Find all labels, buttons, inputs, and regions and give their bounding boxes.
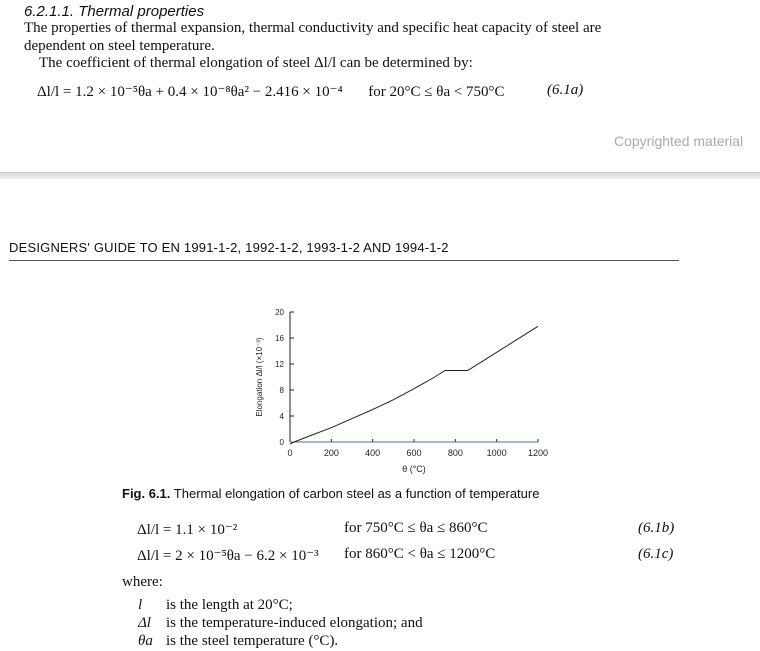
y-tick-label-12: 12 — [275, 360, 284, 369]
equation-6-1a-body: Δl/l = 1.2 × 10⁻⁵θa + 0.4 × 10⁻⁸θa² − 2.416 × 10⁻⁴ — [37, 84, 343, 100]
y-axis-ticks — [275, 308, 294, 447]
definition-text-l: is the length at 20°C; — [166, 597, 293, 613]
equation-6-1c-range: for 860°C < θa ≤ 1200°C — [344, 546, 496, 562]
x-tick-label-1200: 1200 — [527, 448, 549, 458]
elongation-series-line — [290, 326, 538, 444]
definition-symbol-theta-a: θa — [138, 633, 153, 649]
definition-symbol-l: l — [138, 597, 143, 613]
x-tick-label-600: 600 — [406, 448, 422, 458]
section-title: 6.2.1.1. Thermal properties — [24, 3, 205, 20]
paragraph-coefficient: The coefficient of thermal elongation of steel Δl/l can be determined by: — [39, 55, 473, 71]
y-tick-label-20: 20 — [275, 308, 284, 317]
figure-caption-text: Thermal elongation of carbon steel as a function of temperature — [173, 486, 540, 501]
x-tick-label-0: 0 — [287, 448, 293, 458]
x-tick-label-400: 400 — [365, 448, 381, 458]
y-tick-label-16: 16 — [275, 334, 284, 343]
equation-6-1c-body: Δl/l = 2 × 10⁻⁵θa − 6.2 × 10⁻³ — [137, 548, 319, 564]
x-axis-label: θ (°C) — [402, 464, 426, 474]
elongation-chart — [250, 300, 570, 480]
equation-6-1a-range: for 20°C ≤ θa < 750°C — [368, 84, 505, 100]
paragraph-properties: The properties of thermal expansion, thermal conductivity and specific heat capacity of steel are dependent on steel temperature. — [24, 20, 602, 54]
copyright-watermark: Copyrighted material — [614, 133, 744, 149]
definition-symbol-delta-l: Δl — [138, 615, 151, 631]
where-label: where: — [122, 574, 163, 590]
x-tick-label-200: 200 — [323, 448, 339, 458]
equation-6-1a-number: (6.1a) — [547, 82, 584, 98]
equation-6-1a — [37, 82, 505, 101]
definition-text-delta-l: is the temperature-induced elongation; and — [166, 615, 423, 631]
equation-6-1c-number: (6.1c) — [638, 546, 674, 562]
equation-6-1b-body: Δl/l = 1.1 × 10⁻² — [137, 522, 238, 538]
equation-6-1b-number: (6.1b) — [638, 520, 675, 536]
definition-text-theta-a: is the steel temperature (°C). — [166, 633, 339, 649]
y-tick-label-8: 8 — [279, 386, 284, 395]
equation-6-1b-range: for 750°C ≤ θa ≤ 860°C — [344, 520, 488, 536]
x-tick-label-800: 800 — [447, 448, 463, 458]
running-head-rule — [9, 260, 679, 261]
page-divider — [0, 172, 760, 179]
figure-caption — [122, 486, 539, 501]
y-tick-label-4: 4 — [279, 412, 284, 421]
y-tick-label-0: 0 — [279, 438, 284, 447]
y-axis-label: Elongation Δl/l (×10⁻³) — [255, 337, 264, 417]
figure-caption-label: Fig. 6.1. — [122, 486, 171, 501]
running-head: DESIGNERS' GUIDE TO EN 1991-1-2, 1992-1-2, 1993-1-2 AND 1994-1-2 — [9, 240, 449, 255]
x-tick-label-1000: 1000 — [486, 448, 507, 458]
